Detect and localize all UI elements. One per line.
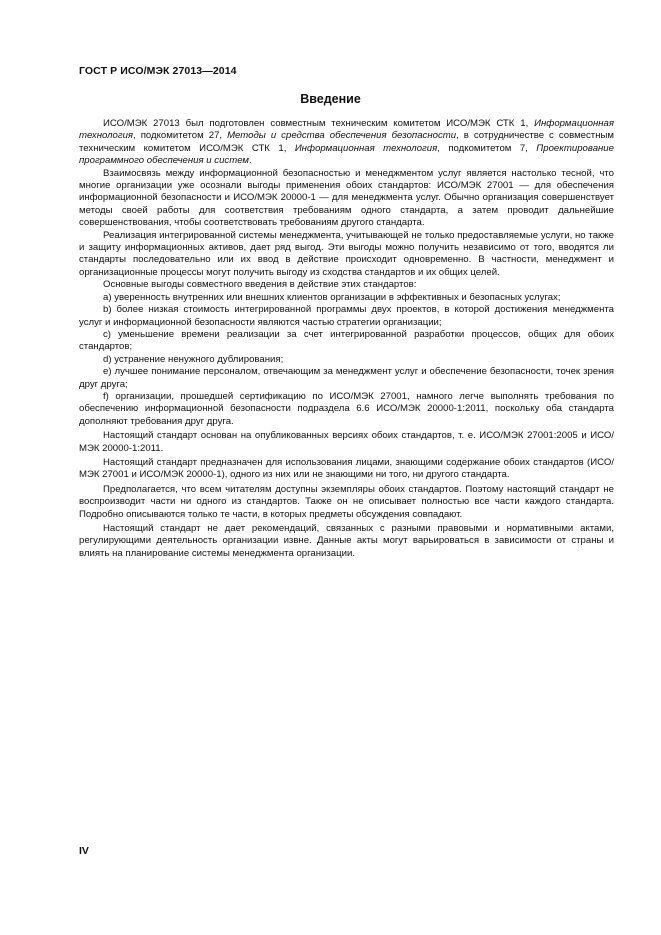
page-number: IV <box>79 845 89 857</box>
paragraph-benefits-intro: Основные выгоды совместного введения в действие этих стандартов: <box>103 279 417 291</box>
italic-committee-name: Информационная технология <box>79 118 614 142</box>
section-title: Введение <box>300 92 361 106</box>
list-item-e: e) лучшее понимание персоналом, отвечающим за менеджмент услуг и обеспечение безопасности, точек зрения друг друга; <box>79 366 614 390</box>
paragraph-no-recommendations: Настоящий стандарт не дает рекомендаций, связанных с разными правовыми и нормативными актами, регулирующими деятельность организации извне. Данные акты могут варьироваться в зависимости от страны и влиять на планирование системы менеджмента организации. <box>79 523 614 559</box>
text-run: ИСО/МЭК 27013 был подготовлен совместным техническим комитетом ИСО/МЭК СТК 1, <box>103 118 535 129</box>
italic-committee-name: Информационная технология <box>294 142 438 154</box>
paragraph-origin <box>79 118 614 168</box>
text-run: , в сотрудничестве с совместным техническим комитетом ИСО/МЭК СТК 1, <box>79 130 614 154</box>
text-run: , подкомитетом 7, <box>437 142 537 154</box>
text-run: . <box>249 155 252 167</box>
list-item-a: a) уверенность внутренних или внешних клиентов организации в эффективных и безопасных услугах; <box>103 291 561 303</box>
italic-subcommittee-name: Проектирование программного обеспечения и систем <box>79 142 614 167</box>
paragraph-based-on: Настоящий стандарт основан на опубликованных версиях обоих стандартов, т. е. ИСО/МЭК 27001:2005 и ИСО/МЭК 20000-1:2011. <box>79 430 614 454</box>
text-run: , подкомитетом 27, <box>133 130 228 142</box>
paragraph-assumption: Предполагается, что всем читателям доступны экземпляры обоих стандартов. Поэтому настоящий стандарт не воспроизводит части ни одного из стандартов. Также он не описывает полностью все части каждого стандарта. Подробно описываются только те части, в которых предметы обсуждения совпадают. <box>79 483 614 520</box>
list-item-b: b) более низкая стоимость интегрированной программы двух проектов, в которой достижения менеджмента услуг и информационной безопасности являются частью стратегии организации; <box>79 304 614 328</box>
document-body <box>79 118 614 560</box>
list-item-d: d) устранение ненужного дублирования; <box>103 353 284 365</box>
italic-subcommittee-name: Методы и средства обеспечения безопасности <box>227 130 457 142</box>
list-item-c: c) уменьшение времени реализации за счет интегрированной разработки процессов, общих для обоих стандартов; <box>79 328 614 353</box>
paragraph-audience: Настоящий стандарт предназначен для использования лицами, знающими содержание обоих стандартов (ИСО/МЭК 27001 и ИСО/МЭК 20000-1), одного из них или не знающими ни того, ни другого стандарта. <box>79 456 614 481</box>
paragraph-relationship: Взаимосвязь между информационной безопасностью и менеджментом услуг является настолько тесной, что многие организации уже осознали выгоды применения обоих стандартов: ИСО/МЭК 27001 — для обеспечения информационной безопасности и ИСО/МЭК 20000-1 — для менеджмента услуг. Обычно организация совершенствует методы своей работы для соответствия требованиям одного стандарта, а затем проводит дальнейшие совершенствования, чтобы соответствовать требованиям другого стандарта. <box>79 167 614 229</box>
paragraph-integrated-system: Реализация интегрированной системы менеджмента, учитывающей не только предоставляемые услуги, но также и защиту информационных активов, дает ряд выгод. Эти выгоды можно получить независимо от того, вводятся ли стандарты последовательно или их ввод в действие происходит одновременно. В частности, менеджмент и организационные процессы могут получить выгоду из сходства стандартов и их общих целей. <box>79 229 614 278</box>
list-item-f: f) организации, прошедшей сертификацию по ИСО/МЭК 27001, намного легче выполнять требования по обеспечению информационной безопасности подраздела 6.6 ИСО/МЭК 20000-1:2011, поскольку оба стандарта дополняют требования друг друга. <box>79 390 614 427</box>
document-header: ГОСТ Р ИСО/МЭК 27013—2014 <box>79 65 237 77</box>
